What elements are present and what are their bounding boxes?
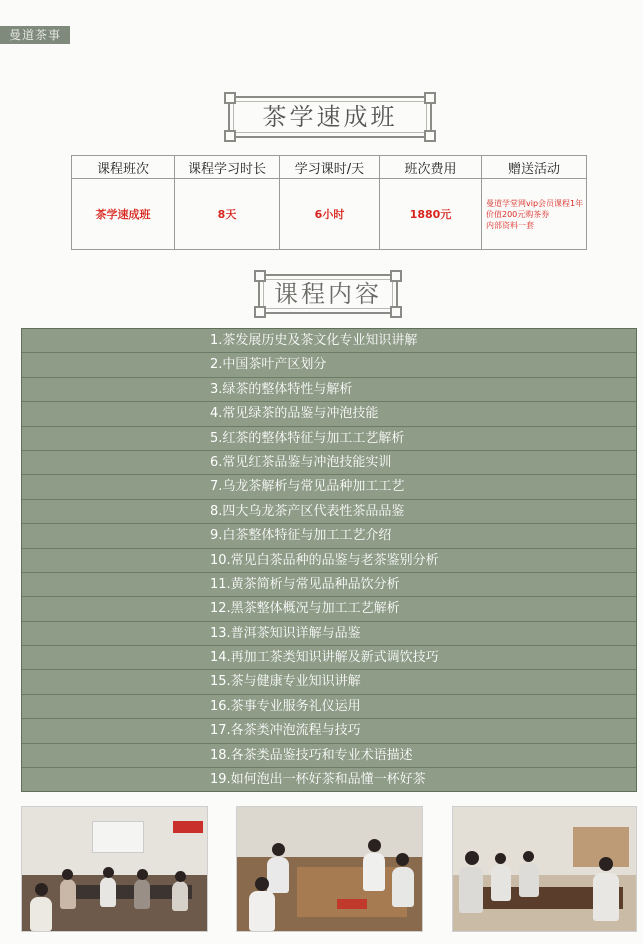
gift-line-3: 内部资料一套 xyxy=(486,220,534,230)
list-item: 18.各茶类品鉴技巧和专业术语描述 xyxy=(22,744,636,768)
list-item: 19.如何泡出一杯好茶和品懂一杯好茶 xyxy=(22,768,636,791)
list-item: 11.黄茶简析与常见品种品饮分析 xyxy=(22,573,636,597)
list-item: 7.乌龙茶解析与常见品种加工工艺 xyxy=(22,475,636,499)
list-item: 13.普洱茶知识详解与品鉴 xyxy=(22,622,636,646)
section-title: 课程内容 xyxy=(274,280,382,308)
header-gift: 赠送活动 xyxy=(482,156,587,179)
header-hours: 学习课时/天 xyxy=(280,156,380,179)
tea-tasting-photo xyxy=(236,806,423,932)
list-item: 3.绿茶的整体特性与解析 xyxy=(22,378,636,402)
gift-cell xyxy=(482,179,587,250)
list-item: 10.常见白茶品种的品鉴与老茶鉴别分析 xyxy=(22,549,636,573)
list-item: 5.红茶的整体特征与加工工艺解析 xyxy=(22,427,636,451)
page-title: 茶学速成班 xyxy=(262,103,398,131)
course-summary-table xyxy=(71,155,587,250)
table-row xyxy=(72,179,587,250)
header-class: 课程班次 xyxy=(72,156,175,179)
list-item: 6.常见红茶品鉴与冲泡技能实训 xyxy=(22,451,636,475)
page-title-frame xyxy=(228,96,432,138)
list-item: 2.中国茶叶产区划分 xyxy=(22,353,636,377)
list-item: 1.茶发展历史及茶文化专业知识讲解 xyxy=(22,329,636,353)
list-item: 14.再加工茶类知识讲解及新式调饮技巧 xyxy=(22,646,636,670)
list-item: 9.白茶整体特征与加工工艺介绍 xyxy=(22,524,636,548)
fee-cell: 1880元 xyxy=(380,179,482,250)
list-item: 17.各茶类冲泡流程与技巧 xyxy=(22,719,636,743)
table-header-row xyxy=(72,156,587,179)
list-item: 15.茶与健康专业知识讲解 xyxy=(22,670,636,694)
list-item: 12.黑茶整体概况与加工工艺解析 xyxy=(22,597,636,621)
header-fee: 班次费用 xyxy=(380,156,482,179)
class-name-cell: 茶学速成班 xyxy=(72,179,175,250)
list-item: 8.四大乌龙茶产区代表性茶品品鉴 xyxy=(22,500,636,524)
section-title-frame xyxy=(258,274,398,314)
classroom-photo xyxy=(21,806,208,932)
duration-cell: 8天 xyxy=(175,179,280,250)
list-item: 4.常见绿茶的品鉴与冲泡技能 xyxy=(22,402,636,426)
header-duration: 课程学习时长 xyxy=(175,156,280,179)
tea-brewing-photo xyxy=(452,806,637,932)
hours-cell: 6小时 xyxy=(280,179,380,250)
gift-line-1: 曼道学堂网vip会员课程1年 xyxy=(486,198,584,208)
brand-tag: 曼道茶事 xyxy=(0,26,70,44)
course-list xyxy=(21,328,637,792)
gift-line-2: 价值200元购茶券 xyxy=(486,209,550,219)
list-item: 16.茶事专业服务礼仪运用 xyxy=(22,695,636,719)
